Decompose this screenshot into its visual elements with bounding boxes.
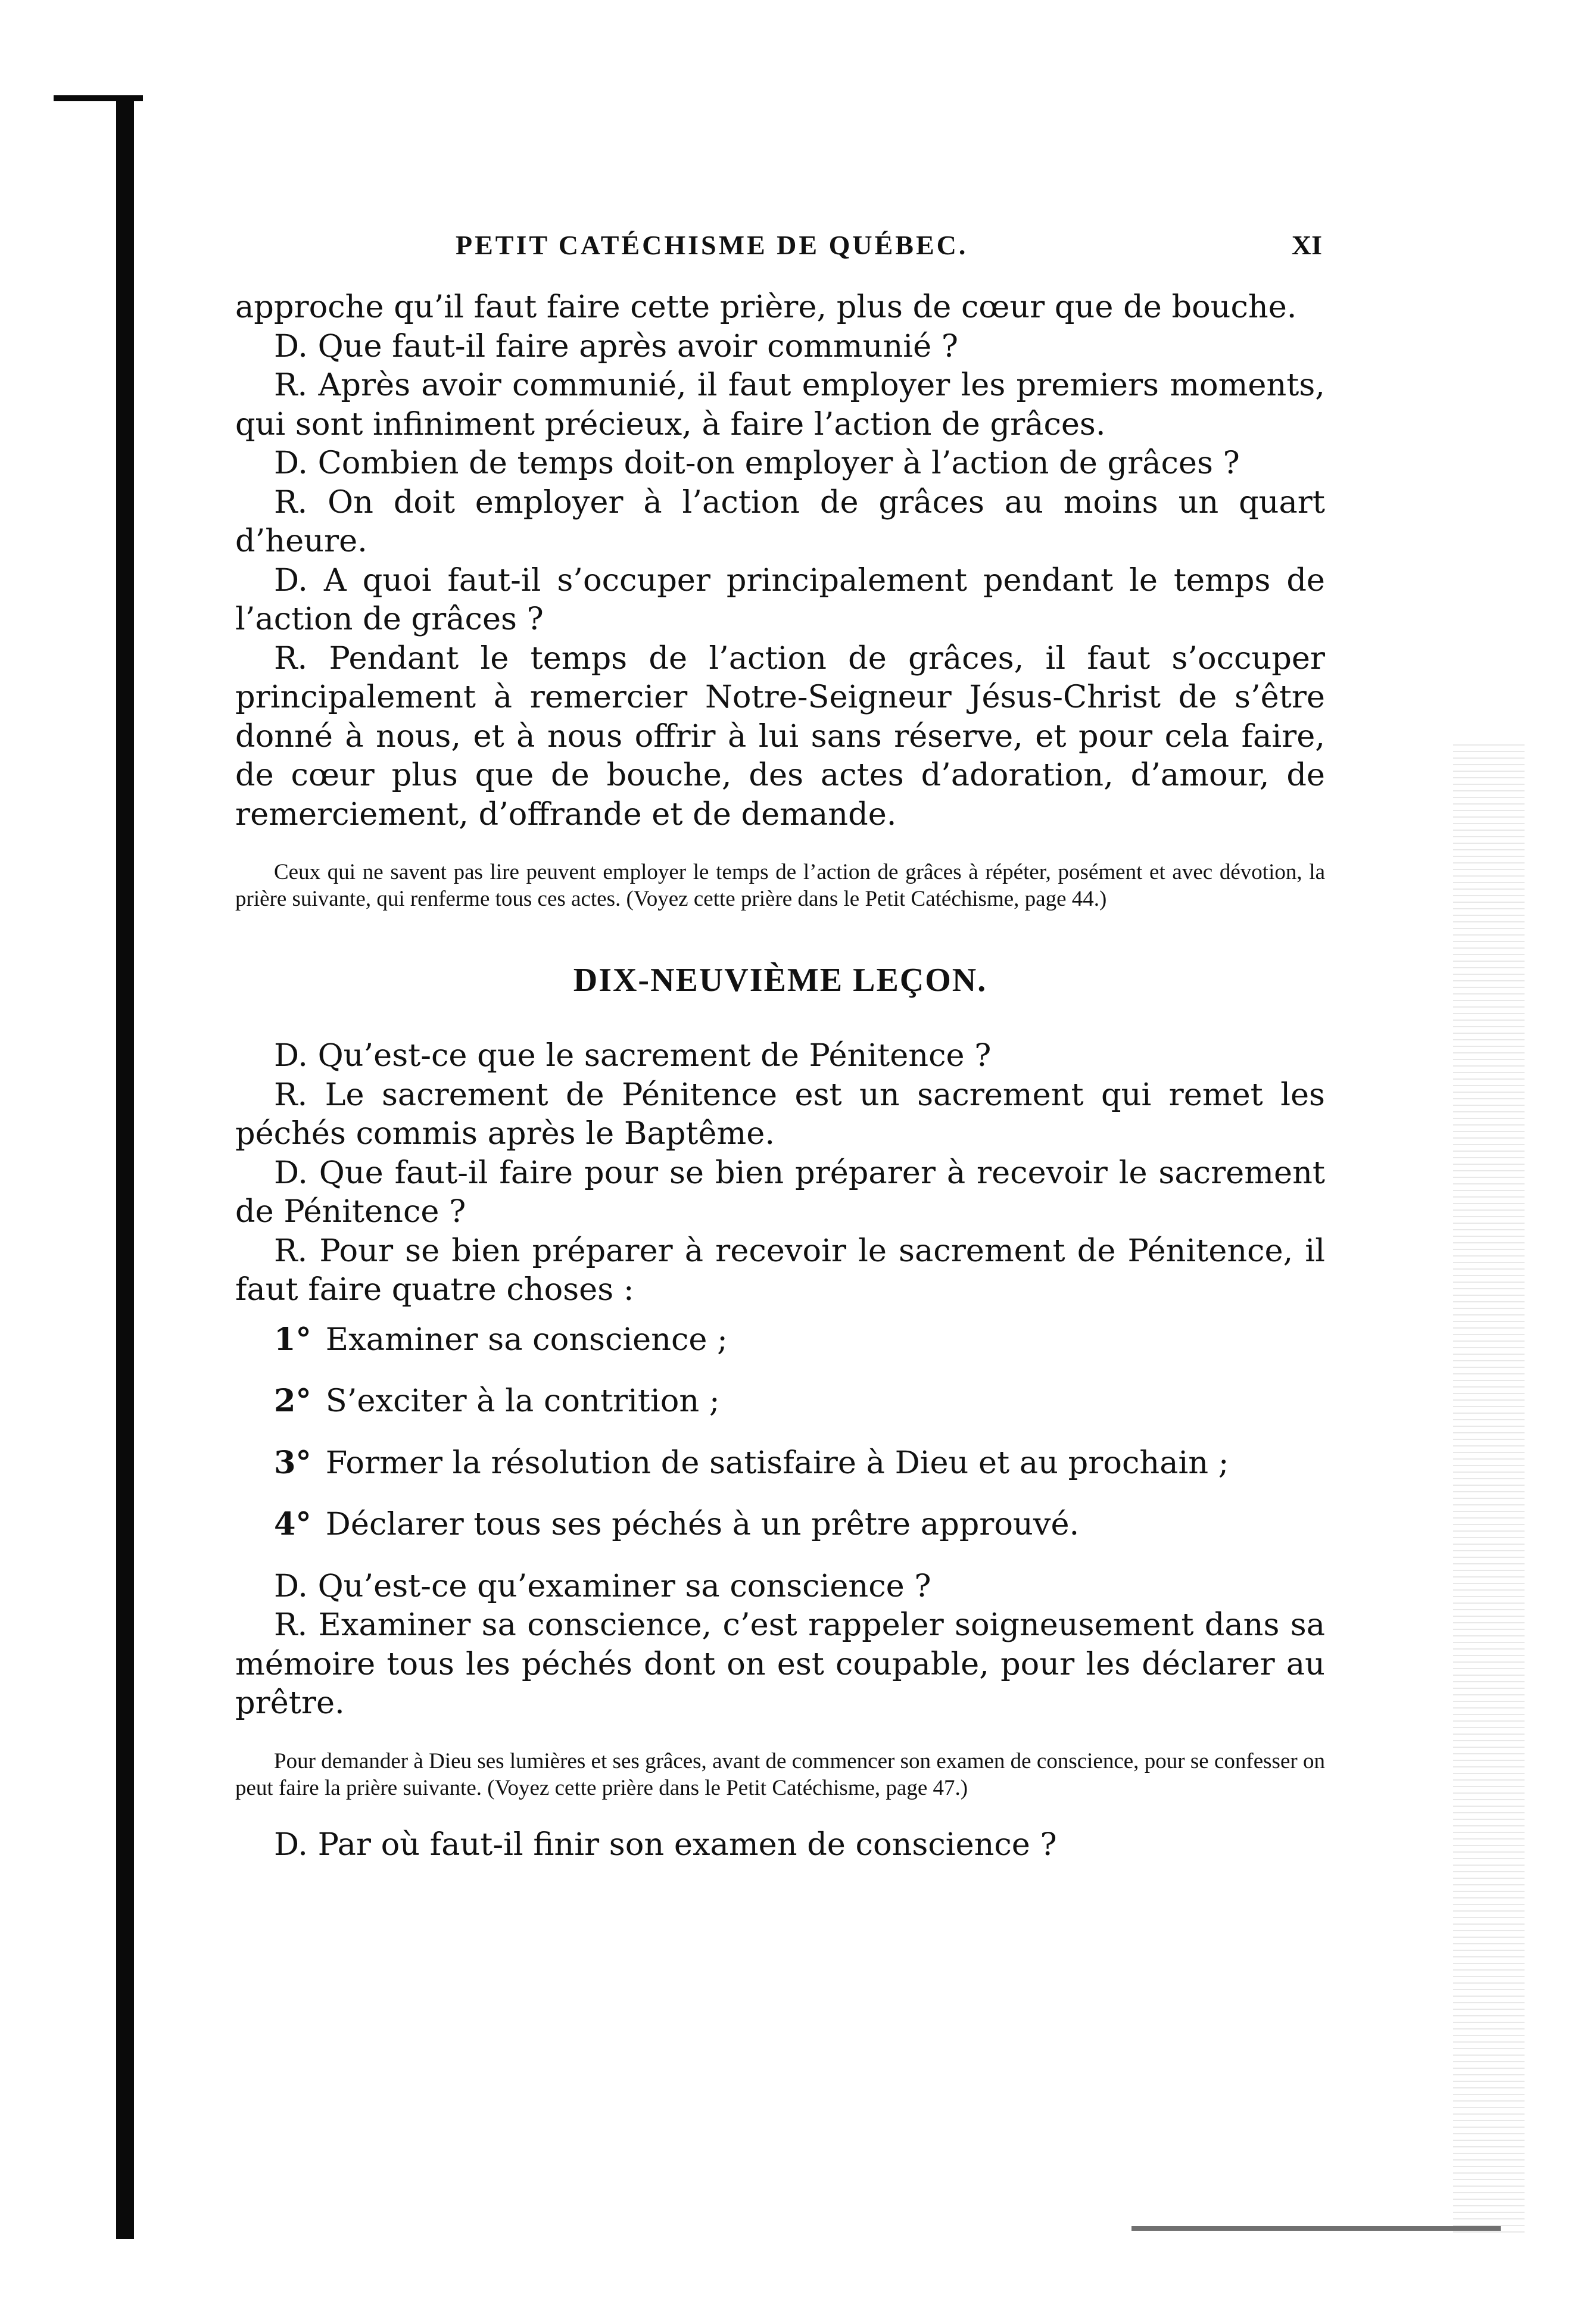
- list-item: [235, 1382, 1325, 1421]
- page-number: XI: [1291, 230, 1322, 260]
- list-number: 3°: [274, 1444, 311, 1481]
- question: D. Que faut-il faire après avoir communié ?: [274, 328, 958, 364]
- running-head: [235, 229, 1325, 265]
- answer: R. On doit employer à l’action de grâces au moins un quart d’heure.: [235, 484, 1325, 559]
- answer: R. Après avoir communié, il faut employer les premiers moments, qui sont infiniment précieux, à faire l’action de grâces.: [235, 367, 1325, 442]
- list-item: [235, 1444, 1325, 1483]
- question: D. Que faut-il faire pour se bien préparer à recevoir le sacrement de Pénitence ?: [235, 1154, 1325, 1230]
- paragraph: approche qu’il faut faire cette prière, plus de cœur que de bouche.: [235, 289, 1297, 325]
- scan-bottom-edge: [1131, 2226, 1501, 2231]
- list-number: 2°: [274, 1383, 311, 1419]
- scan-edge-noise: [1453, 744, 1525, 2233]
- answer: R. Pour se bien préparer à recevoir le sacrement de Pénitence, il faut faire quatre choses :: [235, 1232, 1325, 1308]
- question: D. Combien de temps doit-on employer à l’action de grâces ?: [274, 445, 1240, 481]
- small-print-note: Pour demander à Dieu ses lumières et ses grâces, avant de commencer son examen de conscience, pour se confesser on peut faire la prière suivante. (Voyez cette prière dans le Petit Catéchisme, page 47.): [235, 1748, 1325, 1800]
- page-spine-shadow: [116, 95, 134, 2239]
- numbered-list: [235, 1320, 1325, 1544]
- answer: R. Le sacrement de Pénitence est un sacrement qui remet les péchés commis après le Baptême.: [235, 1076, 1325, 1152]
- running-title: PETIT CATÉCHISME DE QUÉBEC.: [456, 230, 968, 260]
- list-text: Déclarer tous ses péchés à un prêtre approuvé.: [325, 1506, 1080, 1542]
- list-number: 4°: [274, 1506, 311, 1542]
- question: D. Qu’est-ce que le sacrement de Pénitence ?: [274, 1037, 992, 1074]
- small-print-note: Ceux qui ne savent pas lire peuvent employer le temps de l’action de grâces à répéter, posément et avec dévotion, la prière suivante, qui renferme tous ces actes. (Voyez cette prière dans le Petit Catéchisme, page 44.): [235, 860, 1325, 911]
- document-page: [235, 229, 1325, 1864]
- answer: R. Examiner sa conscience, c’est rappeler soigneusement dans sa mémoire tous les péchés dont on est coupable, pour les déclarer au prêtre.: [235, 1607, 1325, 1721]
- body-block-1: [235, 288, 1325, 834]
- list-item: [235, 1505, 1325, 1544]
- question: D. Par où faut-il finir son examen de conscience ?: [274, 1826, 1057, 1863]
- section-title: DIX-NEUVIÈME LEÇON.: [573, 962, 987, 999]
- list-text: Former la résolution de satisfaire à Dieu et au prochain ;: [325, 1444, 1229, 1481]
- list-item: [235, 1320, 1325, 1360]
- body-block-2: [235, 1036, 1325, 1310]
- question: D. A quoi faut-il s’occuper principalement pendant le temps de l’action de grâces ?: [235, 562, 1325, 637]
- body-block-3: [235, 1567, 1325, 1723]
- question: D. Qu’est-ce qu’examiner sa conscience ?: [274, 1567, 931, 1604]
- list-number: 1°: [274, 1321, 311, 1358]
- answer: R. Pendant le temps de l’action de grâces, il faut s’occuper principalement à remercier Notre-Seigneur Jésus-Christ de s’être donné à nous, et à nous offrir à lui sans réserve, et pour cela faire, de cœur plus que de bouche, des actes d’adoration, d’amour, de remerciement, d’offrande et de demande.: [235, 640, 1325, 833]
- list-text: S’exciter à la contrition ;: [325, 1383, 720, 1419]
- body-block-4: [235, 1825, 1325, 1865]
- list-text: Examiner sa conscience ;: [325, 1321, 728, 1358]
